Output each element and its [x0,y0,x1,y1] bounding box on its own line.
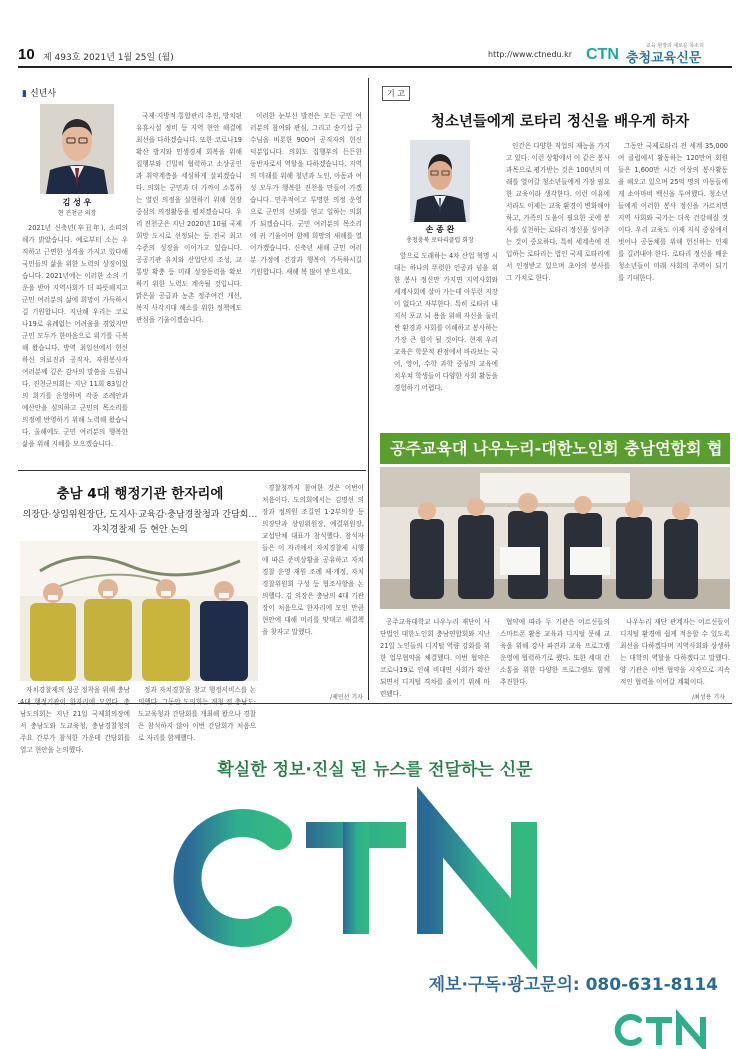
ctn-mini-logo [613,1013,713,1047]
chungnam-col3: 경찰청까지 참여한 것은 이번이 처음이다. 도의회에서는 김명선 의장과 정의원 조길연 1·2부의장 등 의장단과 상임위원장, 예결위원장, 교섭단체 대표가 참석했다. 참석자들은 이 자리에서 자치경찰제 시행에 따른 준비상황을 공유하고 자치경찰 운영 재원 조례 제·개정, 자치경찰위원회 구성 등 협조사항을 논의했다. 김 의장은 충남의 4대 기관장이 처음으로 한자리에 모인 만큼 현안에 대해 머리를 맞대고 해결책을 찾자고 말했다. [262,484,364,636]
ctn-advertisement[interactable] [18,713,732,1049]
opinion-tag: 기 고 [382,86,410,101]
masthead-tagline: 교육 현장의 새로운 목소리 [646,43,704,49]
gongju-credit: /최성용 기자 [692,694,725,701]
ctn-logo [168,808,583,948]
gongju-col1: 공주교육대학교 나우누리 재단이 사단법인 대한노인회 충남연합회와 지난 21일 노인들의 디지털 역량 강화를 위한 업무협약을 체결했다. 이번 협약은 코로나19로 인해 비대면 사회가 확산되면서 디지털 격차를 줄이기 위해 마련됐다. [380,618,490,698]
signing-photo [380,467,730,609]
author-image [410,140,470,222]
portrait-image [40,104,114,194]
gongju-headline: 공주교육대 나우누리-대한노인회 충남연합회 협 [380,433,730,464]
ad-contact: 제보·구독·광고문의: 080-631-8114 [428,975,718,995]
masthead-brand: CTN [586,46,619,63]
page-header [18,40,732,68]
gongju-col3: 나우누리 재단 관계자는 어르신들이 디지털 환경에 쉽게 적응할 수 있도록 최선을 다하겠다며 지역사회와 상생하는 대학의 역할을 다하겠다고 말했다. 양 기관은 이번 협약을 시작으로 지속적인 협력을 이어갈 계획이다. [620,618,730,686]
opinion-col3: 그동안 국제로타리 전 세계 35,000여 클럽에서 활동하는 120만여 회원들은 1,600만 시간 이상의 봉사활동을 해오고 있으며 25억 명의 아동들에게 소아마비 백신을 투여했다. 청소년들에게 이러한 봉사 정신을 가르치면 지역 사회와 국가는 더욱 건강해질 것이다. 우리 교육도 이제 지식 중심에서 벗어나 공동체를 위해 헌신하는 인재를 길러내야 한다. 로타리 정신을 배운 청소년들이 미래 사회의 주역이 되기를 기대한다. [618,142,728,282]
sinnyeonsa-col1: 2021년 신축년(辛丑年), 소띠의 해가 밝았습니다. 예로부터 소는 우직하고 근면한 성격을 가지고 있다해 국민들의 삶을 위한 노력의 상징이었습니다. 2021년에는 이러한 소의 기운을 받아 지역사회가 더 따뜻해지고 군민 여러분의 삶에 희망이 가득하시길 기원합니다. 지난해 우리는 코로나19로 유례없는 어려움을 겪었지만 군민 모두가 한마음으로 위기를 극복해 왔습니다. 방역 최일선에서 헌신하신 의료진과 공직자, 자원봉사자 여러분께 깊은 감사의 말씀을 드립니다. 진천군의회는 지난 11회 83일간의 회기를 운영하며 각종 조례안과 예산안을 심의하고 군민의 목소리를 의정에 반영하기 위해 노력해 왔습니다. 올해에도 군민 여러분의 행복한 삶을 위해 지혜를 모으겠습니다. [22,224,128,448]
opinion-title: 청소년들에게 로타리 정신을 배우게 하자 [430,114,690,130]
author-caption [394,224,486,244]
portrait-name: 김 성 우 [62,198,92,207]
sinnyeonsa-col2: 국제·지방적 통합관리 추진, 방치된 유휴시설 정비 등 지역 현안 해결에 최선을 다하겠습니다. 또한 코로나19 확산 방지와 민생경제 회복을 위해 집행부와 긴밀히 협력하고 소상공인과 취약계층을 세심하게 살피겠습니다. 의회는 군민과 더 가까이 소통하는 열린 의정을 실현하기 위해 현장 중심의 의정활동을 펼치겠습니다. 우리 진천군은 지난 2020년 10월 국제 희망 도시로 선정되는 등 전국 최고 수준의 성장을 이어가고 있습니다. 공공기관 유치와 산업단지 조성, 교통망 확충 등 미래 성장동력을 확보하기 위한 노력도 계속될 것입니다. 맑은물 공급과 농촌 정주여건 개선, 복지 사각지대 해소를 위한 정책에도 관심을 기울이겠습니다. [136,112,242,324]
chungnam-credit: /제민선 기자 [330,694,363,701]
portrait-role: 현 진천군 의장 [57,210,97,217]
portrait-caption [30,197,124,217]
site-url[interactable]: http://www.ctnedu.kr [488,50,573,59]
signing-image [380,467,730,609]
masthead-logo [586,44,732,64]
author-role: 충청충북 로타리클럽 회장 [406,237,474,244]
section-label: ▮ 신년사 [22,89,57,99]
opinion-col1: 앞으로 도래하는 4차 산업 혁명 시대는 하나의 뚜렷한 인공과 넘을 위한 봉사 정신만 가지면 지역사회와 세계사회에 살아 가는데 아무런 지장이 없다고 자부한다. 특히 로타리 내 지식 포교 뇌 용을 위해 자신을 둘러싼 환경과 사회를 이해하고 봉사하는 가장 큰 힘이 될 것이다. 현재 우리 교육은 학문적 관점에서 바라보는 국어, 영어, 수학 과학 중심의 교육에 치우쳐 학생들이 다양한 사회 활동을 경험하기 어렵다. [394,252,498,392]
opinion-col2: 인간은 다양한 직업의 재능을 가지고 있다. 이런 상황에서 이 같은 봉사 과목으로 평가받는 것은 100년의 미래를 열어갈 청소년들에게 가장 필요한 교육이라 생각한다. 이런 이유에서라도 이제는 교육 환경이 변화해야 하고, 가족의 도움이 필요한 곳에 봉사를 실천하는 로타리 정신을 심어주는 것이 중요하다. 특히 세계속에 진입하는 로타리는 법인 국제 로타리에서 인정받고 있으며 초아의 봉사를 그 가치로 한다. [506,142,610,282]
portrait-photo [40,104,114,194]
chungnam-col1: 자치경찰제의 성공 정착을 위해 충남 4대 행정기관이 한자리에 모였다. 충남도의회는 지난 21일 국제회의장에서 충남도와 도교육청, 충남경찰청의 주요 간부가 참석한 가운데 간담회를 열고 현안을 논의했다. [20,686,130,754]
chungnam-subtitle-2: 자치경찰제 등 현안 논의 [92,525,188,535]
column-divider [368,78,369,700]
author-photo [410,140,470,222]
ad-slogan: 확실한 정보·진실 된 뉴스를 전달하는 신문 [217,760,533,780]
issue-date: 제 493호 2021년 1월 25일 (월) [43,53,174,63]
meeting-image [20,541,258,681]
gongju-col2: 협약에 따라 두 기관은 어르신들의 스마트폰 활용 교육과 디지털 문해 교육을 위해 강사 파견과 교육 프로그램 운영에 협력하기로 했다. 또한 세대 간 소통을 위한 다양한 프로그램도 함께 추진한다. [500,618,610,686]
chungnam-title: 충남 4대 행정기관 한자리에 [56,486,224,502]
chungnam-col2: 정과 자치경찰을 찾고 행정서비스를 논의했다. 그동안 도의회는 개청 전 충남도·도교육청과 간담회를 개최해 왔으나 경찰은 참석하지 않아 이번 간담회가 처음으로 자리를 함께했다. [138,686,256,742]
sinnyeonsa-col3: 이러한 눈부신 발전은 모든 군민 여러분의 참여와 관심, 그리고 송기섭 군수님을 비롯한 900여 공직자의 헌신 덕분입니다. 의회도 집행부의 든든한 동반자로서 역할을 다하겠습니다. 지역의 미래를 위해 청년과 노인, 아동과 여성 모두가 행복한 진천을 만들어 가겠습니다. 민주적이고 투명한 의정 운영으로 군민의 신뢰를 얻고 일하는 의회가 되겠습니다. 군민 여러분의 목소리에 귀 기울이며 함께 희망의 새해를 열어가겠습니다. 신축년 새해 군민 여러분 가정에 건강과 행복이 가득하시길 기원합니다. 새해 복 많이 받으세요. [250,112,362,276]
masthead-name: 충청교육신문 [626,51,702,66]
chungnam-subtitle-1: 의장단·상임위원장단, 도지사·교육감·충남경찰청과 간담회… [22,510,258,520]
author-name: 손 종 완 [425,225,455,234]
page-number: 10 [18,46,35,63]
meeting-photo [20,541,258,681]
section-divider [18,470,366,471]
